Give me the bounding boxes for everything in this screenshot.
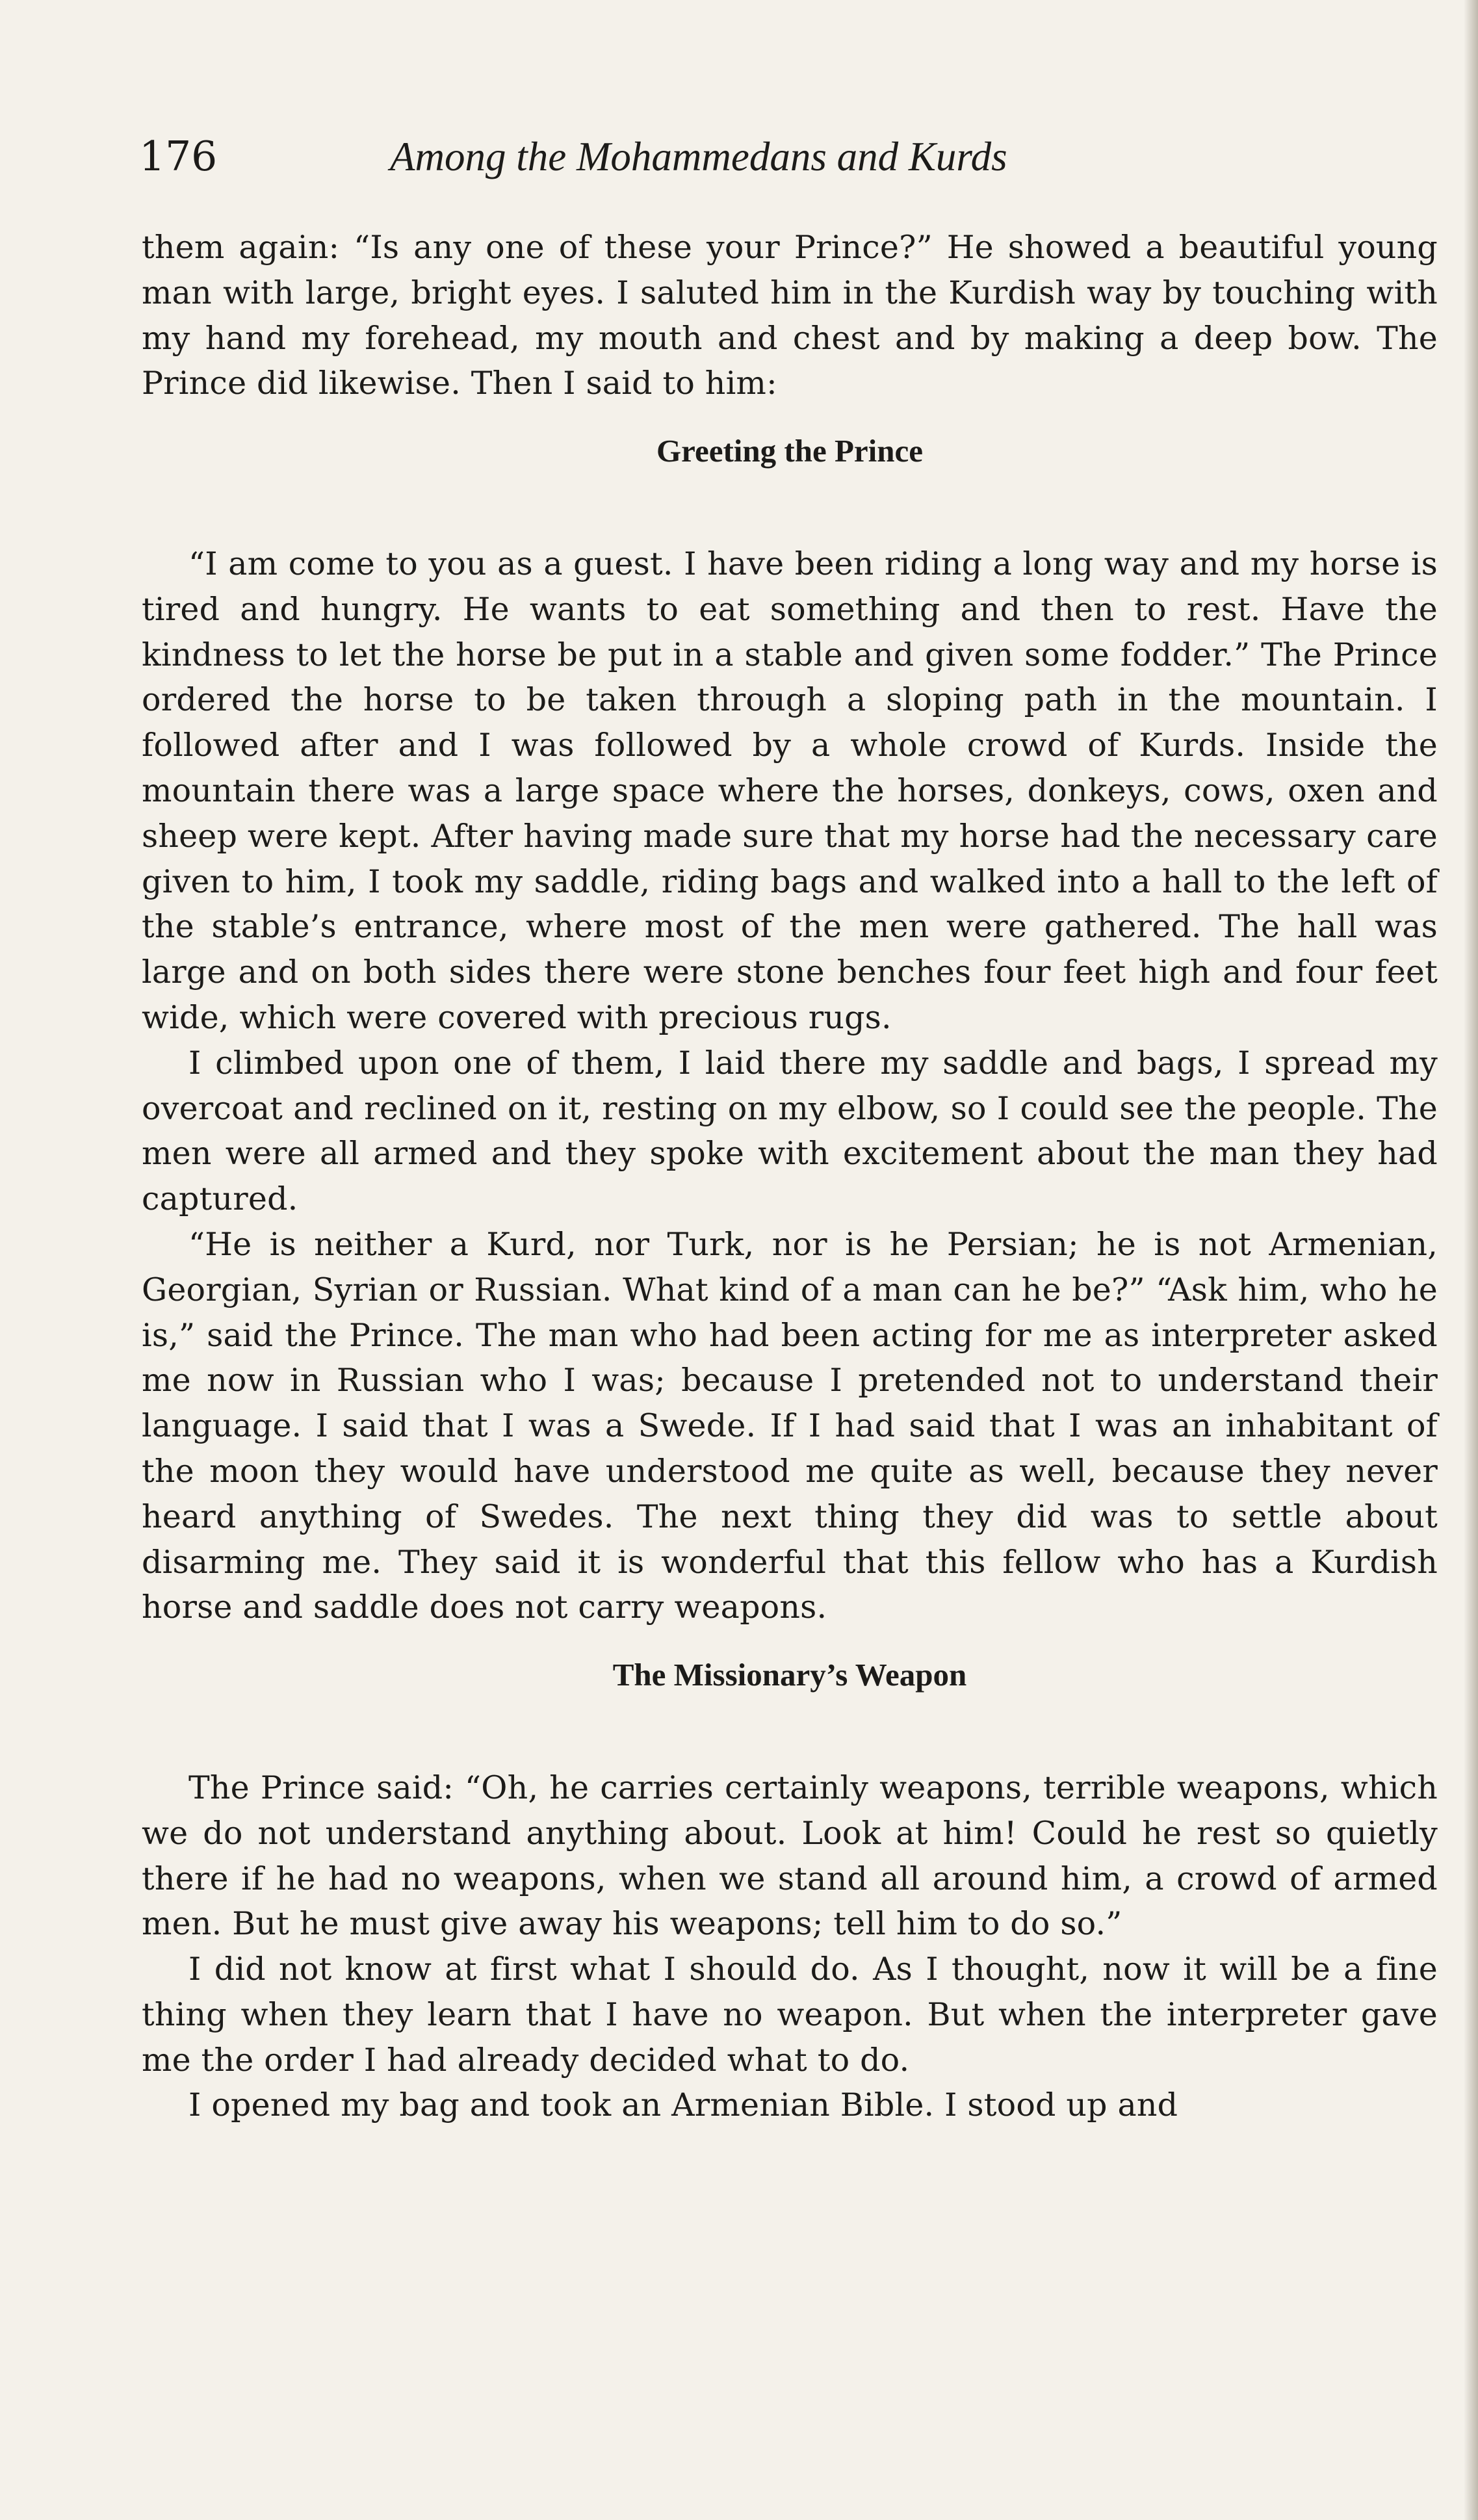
body-text xyxy=(142,225,1438,2128)
paragraph: “He is neither a Kurd, nor Turk, nor is he Persian; he is not Armenian, Georgian, Syrian or Russian. What kind of a man can he be?” “Ask him, who he is,” said the Prince. The man who had been acting for me as interpreter asked me now in Russian who I was; because I pretended not to understand their language. I said that I was a Swede. If I had said that I was an inhabitant of the moon they would have understood me quite as well, because they never heard anything of Swedes. The next thing they did was to settle about disarming me. They said it is wonderful that this fellow who has a Kurdish horse and saddle does not carry weapons. xyxy=(142,1225,1438,1626)
paragraph: I climbed upon one of them, I laid there my saddle and bags, I spread my overcoat and reclined on it, resting on my elbow, so I could see the people. The men were all armed and they spoke with excitement about the man they had captured. xyxy=(142,1044,1438,1218)
paragraph-continued: them again: “Is any one of these your Prince?” He showed a beautiful young man with large, bright eyes. I saluted him in the Kurdish way by touching with my hand my forehead, my mouth and chest and by making a deep bow. The Prince did likewise. Then I said to him: xyxy=(142,229,1438,402)
section-heading-weapon: The Missionary’s Weapon xyxy=(612,1657,967,1693)
paragraph: “I am come to you as a guest. I have been riding a long way and my horse is tired and hungry. He wants to eat something and then to rest. Have the kindness to let the horse be put in a stable and given some fodder.” The Prince ordered the horse to be taken through a sloping path in the mountain. I followed after and I was followed by a whole crowd of Kurds. Inside the mountain there was a large space where the horses, donkeys, cows, oxen and sheep were kept. After having made sure that my horse had the necessary care given to him, I took my saddle, riding bags and walked into a hall to the left of the stable’s entrance, where most of the men were gathered. The hall was large and on both sides there were stone benches four feet high and four feet wide, which were covered with precious rugs. xyxy=(142,545,1438,1036)
running-title: Among the Mohammedans and Kurds xyxy=(390,134,1007,179)
paragraph: I opened my bag and took an Armenian Bible. I stood up and xyxy=(188,2086,1178,2124)
paragraph: I did not know at first what I should do. As I thought, now it will be a fine thing when they learn that I have no weapon. But when the interpreter gave me the order I had already decided what to do. xyxy=(142,1951,1438,2079)
page-edge-shadow xyxy=(1464,0,1478,2520)
page-number: 176 xyxy=(139,133,218,180)
paragraph: The Prince said: “Oh, he carries certainly weapons, terrible weapons, which we do not understand anything about. Look at him! Could he rest so quietly there if he had no weapons, when we stand all around him, a crowd of armed men. But he must give away his weapons; tell him to do so.” xyxy=(142,1769,1438,1943)
page-header xyxy=(130,127,1170,186)
section-heading-greeting: Greeting the Prince xyxy=(656,433,924,469)
